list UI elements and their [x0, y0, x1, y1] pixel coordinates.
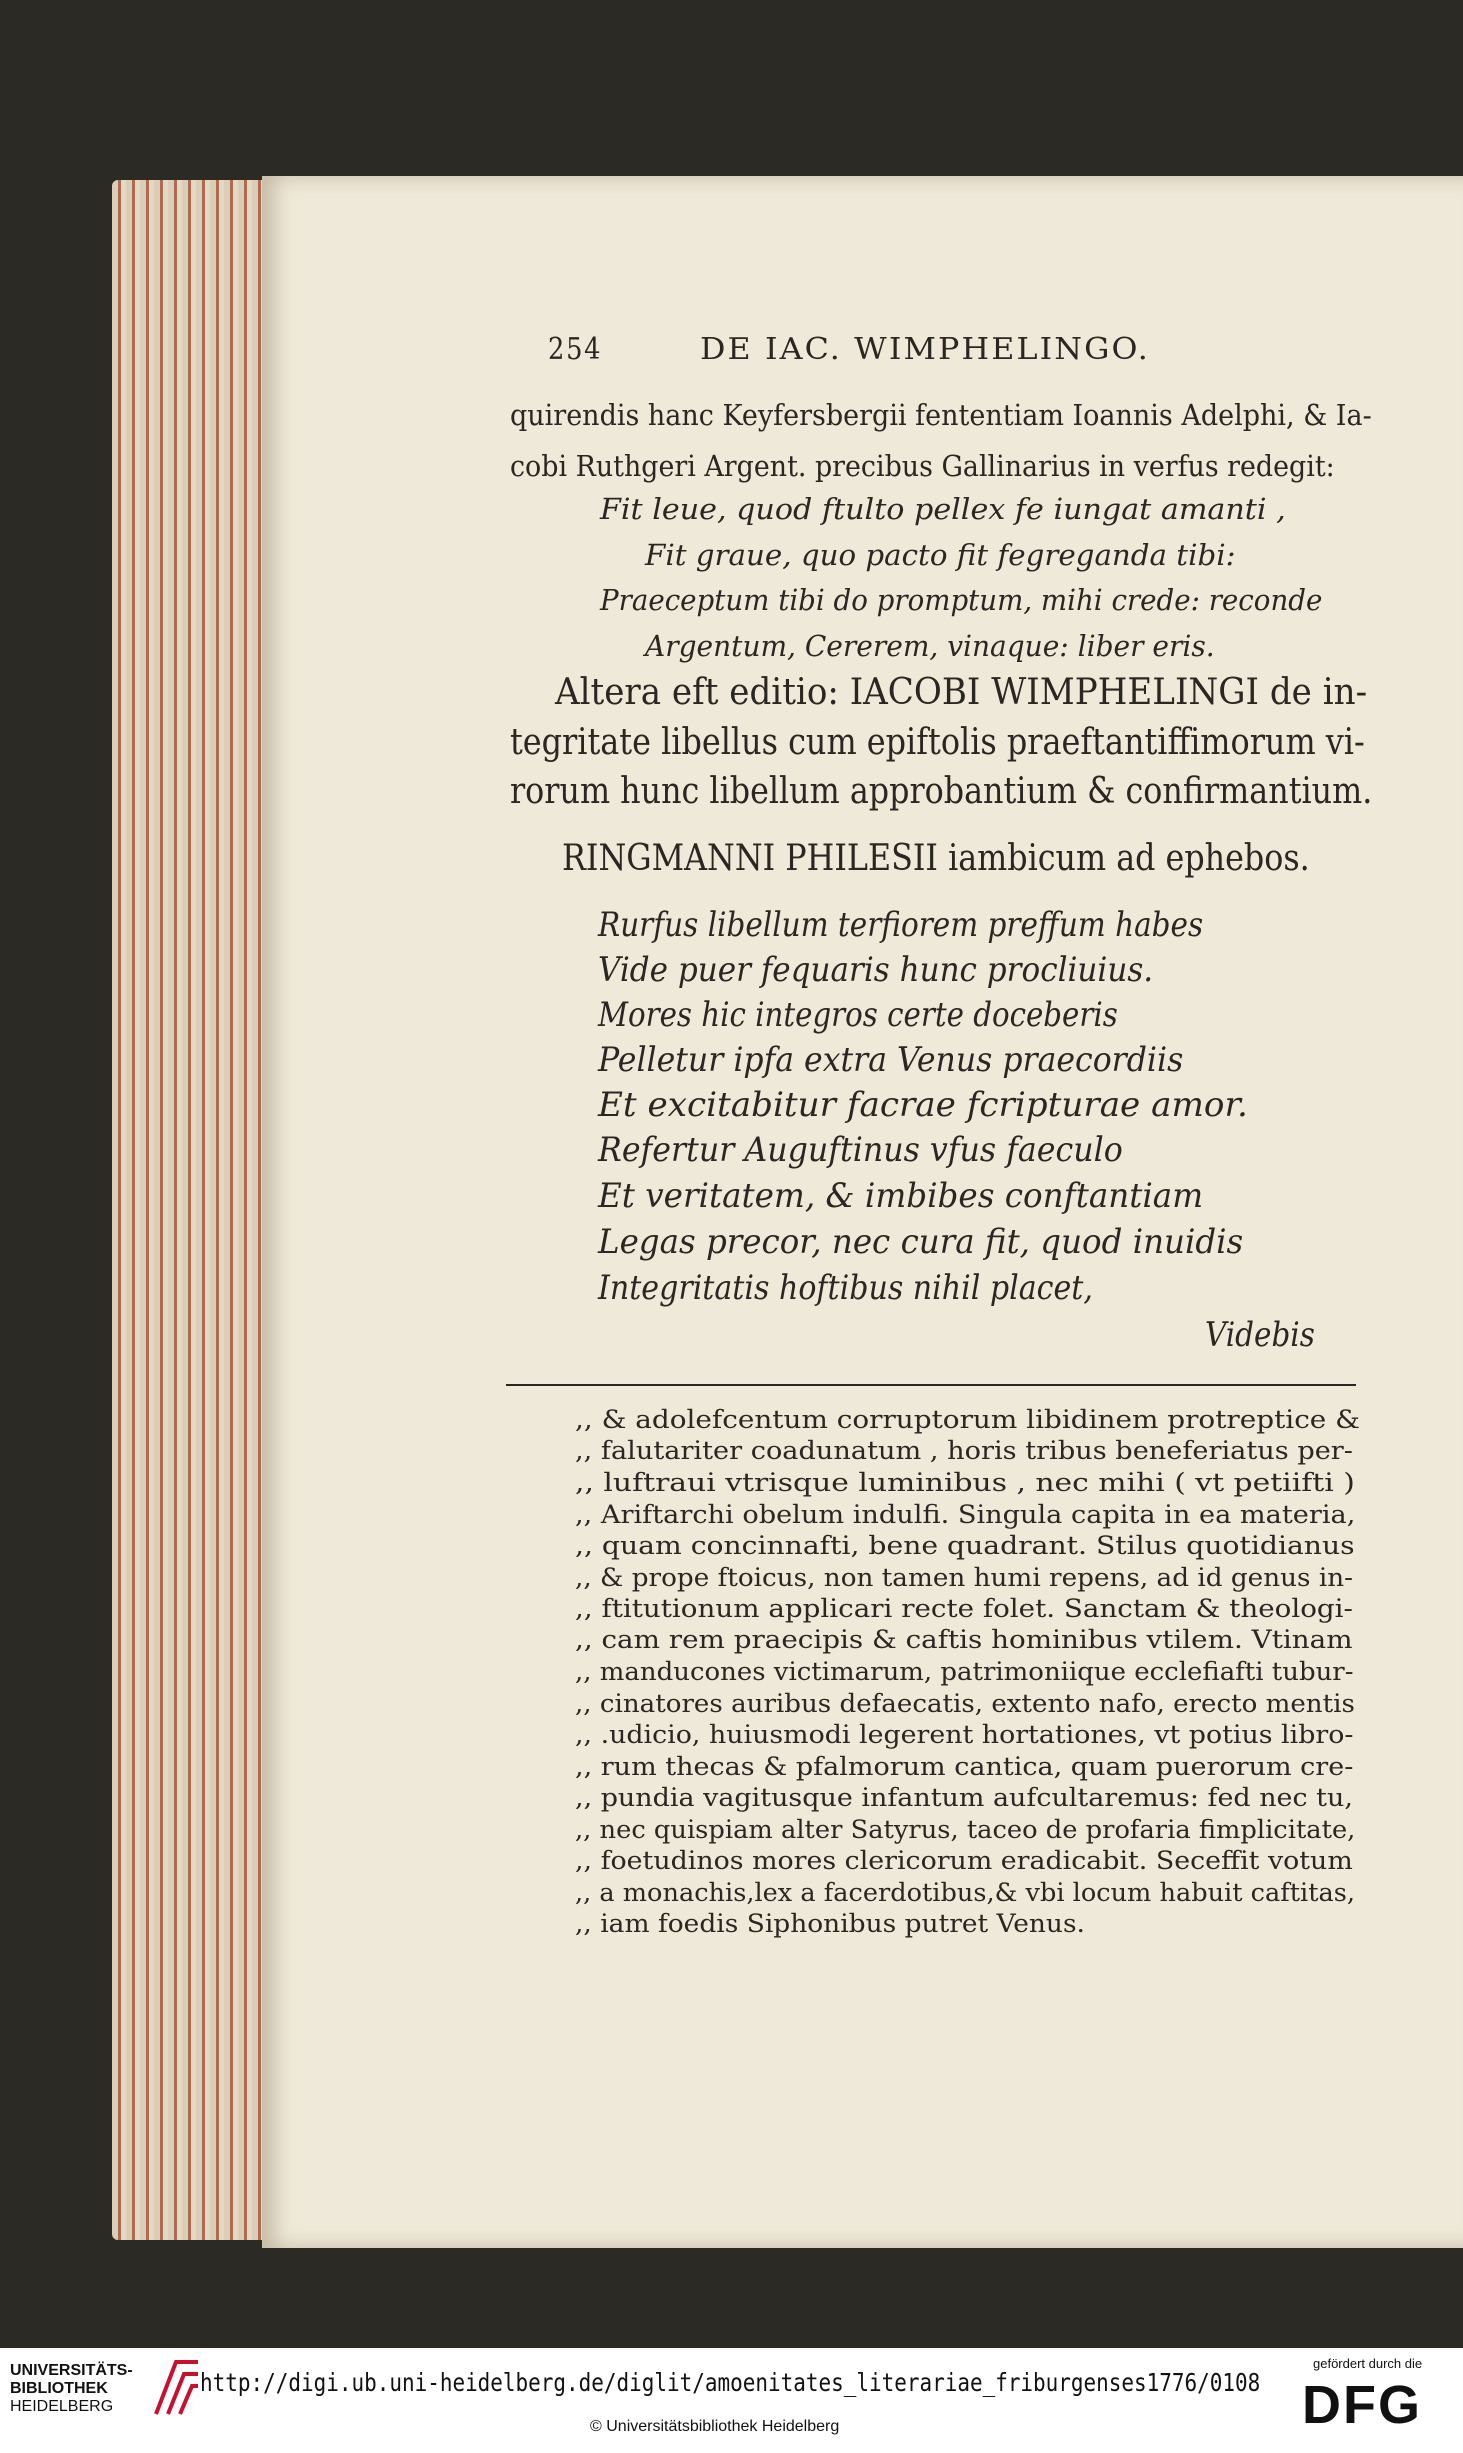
footnote-line: ,, & prope ftoicus, non tamen humi repens, ad id genus in- — [575, 1563, 1354, 1592]
poem-line: Et veritatem, & imbibes conftantiam — [598, 1176, 1204, 1216]
footnote-rule — [506, 1384, 1356, 1386]
viewer-footer — [0, 2348, 1463, 2453]
footnote-line: ,, foetudinos mores clericorum eradicabit. Seceffit votum — [575, 1846, 1353, 1875]
edition-line: rorum hunc libellum approbantium & confirmantium. — [510, 771, 1373, 812]
footnote-line: ,, pundia vagitusque infantum aufcultaremus: fed nec tu, — [575, 1783, 1353, 1812]
poem-line: Et excitabitur facrae fcripturae amor. — [598, 1085, 1248, 1125]
footnote-line: ,, Ariftarchi obelum indulfi. Singula capita in ea materia, — [575, 1500, 1356, 1529]
prose-line: quirendis hanc Keyfersbergii fententiam Ioannis Adelphi, & Ia- — [510, 398, 1372, 432]
footnote-line: ,, nec quispiam alter Satyrus, taceo de profaria fimplicitate, — [575, 1815, 1356, 1844]
footnote-line: ,, .udicio, huiusmodi legerent hortationes, vt potius libro- — [575, 1720, 1354, 1749]
poem-line: Refertur Auguftinus vfus faeculo — [598, 1130, 1123, 1170]
epigram-line: Fit graue, quo pacto fit fegreganda tibi: — [645, 538, 1236, 572]
footnote-line: ,, cam rem praecipis & caftis hominibus vtilem. Vtinam — [575, 1625, 1353, 1654]
footnote-line: ,, rum thecas & pfalmorum cantica, quam puerorum cre- — [575, 1752, 1354, 1781]
copyright-text: © Universitätsbibliothek Heidelberg — [590, 2418, 840, 2435]
page-number: 254 — [548, 332, 603, 367]
footnote-line: ,, iam foedis Siphonibus putret Venus. — [575, 1909, 1085, 1938]
edition-line: Altera eft editio: IACOBI WIMPHELINGI de in- — [555, 672, 1368, 713]
library-name-line: UNIVERSITÄTS- — [10, 2362, 133, 2379]
library-name-line: HEIDELBERG — [10, 2398, 114, 2415]
footnote-line: ,, & adolefcentum corruptorum libidinem protreptice & — [575, 1405, 1360, 1434]
footnote-line: ,, quam concinnafti, bene quadrant. Stilus quotidianus — [575, 1531, 1355, 1560]
poem-line: Legas precor, nec cura fit, quod inuidis — [598, 1222, 1244, 1262]
prose-line: cobi Ruthgeri Argent. precibus Gallinarius in verfus redegit: — [510, 449, 1335, 483]
library-logo-icon — [150, 2356, 204, 2422]
poem-line: Rurfus libellum terfiorem preffum habes — [598, 905, 1204, 945]
poem-line: Mores hic integros certe doceberis — [598, 995, 1118, 1035]
footnote-line: ,, manducones victimarum, patrimoniique ecclefiafti tubur- — [575, 1657, 1354, 1686]
footnote-line: ,, luftraui vtrisque luminibus , nec mihi ( vt petiifti ) — [575, 1468, 1355, 1497]
epigram-line: Fit leue, quod ftulto pellex fe iungat amanti , — [600, 492, 1286, 526]
footnote-line: ,, cinatores auribus defaecatis, extento nafo, erecto mentis — [575, 1689, 1355, 1718]
poem-heading: RINGMANNI PHILESII iambicum ad ephebos. — [562, 838, 1310, 879]
running-title: DE IAC. WIMPHELINGO. — [700, 332, 1150, 367]
poem-line: Integritatis hoftibus nihil placet, — [598, 1268, 1093, 1308]
epigram-line: Argentum, Cererem, vinaque: liber eris. — [645, 629, 1215, 663]
permalink-url[interactable]: http://digi.ub.uni-heidelberg.de/diglit/amoenitates_literariae_friburgenses1776/0108 — [200, 2368, 1261, 2397]
epigram-line: Praeceptum tibi do promptum, mihi crede: reconde — [600, 583, 1323, 617]
footnote-line: ,, falutariter coadunatum , horis tribus beneferiatus per- — [575, 1436, 1353, 1465]
edition-line: tegritate libellus cum epiftolis praeftantiffimorum vi- — [510, 722, 1365, 763]
page-edges — [112, 180, 272, 2240]
dfg-logo: DFG — [1302, 2375, 1422, 2435]
funded-by-text: gefördert durch die — [1313, 2356, 1423, 2371]
footnote-line: ,, ftitutionum applicari recte folet. Sanctam & theologi- — [575, 1594, 1353, 1623]
poem-line: Pelletur ipfa extra Venus praecordiis — [598, 1040, 1184, 1080]
library-name-line: BIBLIOTHEK — [10, 2380, 108, 2397]
footnote-line: ,, a monachis,lex a facerdotibus,& vbi locum habuit caftitas, — [575, 1878, 1355, 1907]
poem-line: Vide puer fequaris hunc procliuius. — [598, 950, 1154, 990]
catchword: Videbis — [1205, 1315, 1315, 1355]
